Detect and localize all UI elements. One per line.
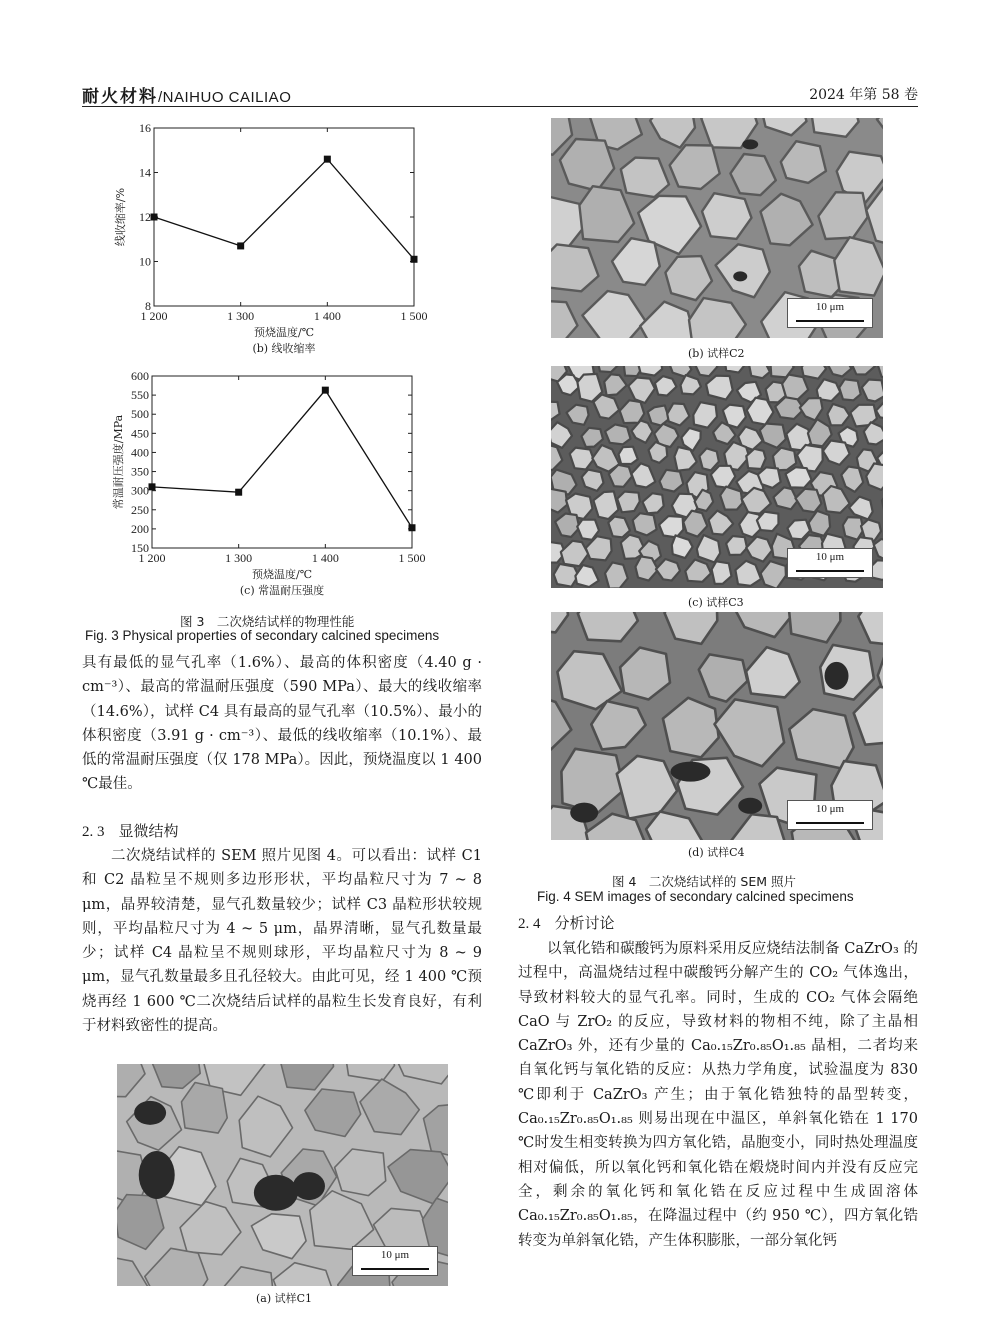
series-line bbox=[152, 390, 412, 528]
pore bbox=[254, 1175, 298, 1211]
y-tick-label: 600 bbox=[131, 369, 149, 383]
pore bbox=[134, 1101, 166, 1125]
x-tick-label: 1 500 bbox=[400, 309, 428, 323]
sem-caption-c2: (b) 试样C2 bbox=[688, 347, 745, 360]
fig4-caption-en: Fig. 4 SEM images of secondary calcined specimens bbox=[537, 889, 854, 904]
journal-title bbox=[82, 82, 291, 107]
sem-image-c1 bbox=[117, 1064, 448, 1286]
series-line bbox=[154, 159, 414, 259]
sem-caption-c3: (c) 试样C3 bbox=[688, 596, 744, 609]
data-point bbox=[409, 524, 416, 531]
x-tick-label: 1 400 bbox=[311, 551, 339, 565]
chart-compressive-strength bbox=[100, 366, 460, 606]
y-tick-label: 350 bbox=[131, 464, 149, 479]
left-paragraph-1 bbox=[82, 651, 482, 797]
sem-caption-c1: (a) 试样C1 bbox=[256, 1292, 313, 1305]
y-tick-label: 10 bbox=[139, 254, 151, 269]
plot-frame bbox=[152, 376, 412, 548]
grain bbox=[726, 536, 747, 555]
grain bbox=[758, 467, 781, 488]
scale-bar: 10 μm bbox=[787, 800, 873, 830]
y-tick-label: 500 bbox=[131, 407, 149, 422]
y-tick-label: 12 bbox=[139, 210, 151, 224]
y-tick-label: 16 bbox=[139, 121, 151, 135]
section-2-3-heading bbox=[82, 820, 179, 841]
data-point bbox=[149, 483, 156, 490]
x-axis-label: 预烧温度/℃ bbox=[251, 568, 313, 581]
pore bbox=[738, 798, 762, 814]
pore bbox=[139, 1151, 175, 1199]
x-tick-label: 1 200 bbox=[138, 551, 166, 565]
sem-image-c4 bbox=[551, 612, 883, 840]
volume-label: 2024 年第 58 卷 bbox=[809, 87, 918, 103]
scale-bar: 10 μm bbox=[787, 298, 873, 328]
grain bbox=[619, 447, 638, 464]
paragraph-discussion: 以氧化锆和碳酸钙为原料采用反应烧结法制备 CaZrO₃ 的过程中，高温烧结过程中碳酸钙分解产生的 CO₂ 气体逸出，导致材料较大的显气孔率。同时，生成的 CO₂ 气体会隔绝 CaO 与 ZrO₂ 的反应，导致材料的物相不纯，除了主晶相 CaZrO₃ 外，还有少量的 Ca₀.₁₅Zr₀.₈₅O₁.₈₅ 晶相，二者均来自氧化钙与氧化锆的反应：从热力学角度，试验温度为 830 ℃即利于 CaZrO₃ 产生；由于氧化锆独特的晶型转变，Ca₀.₁₅Zr₀.₈₅O₁.₈₅ 则易出现在中温区，单斜氧化锆在 1 170 ℃时发生相变转换为四方氧化锆，晶胞变小，同时热处理温度相对偏低，所以氧化钙和氧化锆在煅烧时间内并没有反应完全，剩余的氧化钙和氧化锆在反应过程中生成固溶体 Ca₀.₁₅Zr₀.₈₅O₁.₈₅，在降温过程中（约 950 ℃），四方氧化锆转变为单斜氧化锆，产生体积膨胀，一部分氧化钙 bbox=[518, 941, 918, 1249]
grain bbox=[648, 405, 670, 425]
scale-bar: 10 μm bbox=[787, 548, 873, 578]
grain bbox=[720, 487, 742, 510]
sem-image-c3 bbox=[551, 366, 883, 588]
x-tick-label: 1 300 bbox=[227, 309, 255, 323]
fig4-caption-cn: 图 4 二次烧结试样的 SEM 照片 bbox=[612, 874, 796, 889]
chart-subtitle: (b) 线收缩率 bbox=[252, 342, 316, 355]
sem-caption-c4: (d) 试样C4 bbox=[688, 846, 745, 859]
data-point bbox=[411, 256, 418, 263]
data-point bbox=[237, 242, 244, 249]
sem-image-c2 bbox=[551, 118, 883, 338]
x-axis-label: 预烧温度/℃ bbox=[253, 326, 315, 339]
y-axis-label: 线收缩率/% bbox=[114, 187, 127, 247]
grain bbox=[786, 467, 812, 488]
plot-frame bbox=[154, 128, 414, 306]
grain bbox=[839, 379, 861, 400]
pore bbox=[742, 139, 758, 149]
y-tick-label: 300 bbox=[131, 483, 149, 498]
section-title: 显微结构 bbox=[118, 822, 179, 840]
paragraph-results: 具有最低的显气孔率（1.6%）、最高的体积密度（4.40 g · cm⁻³）、最高的常温耐压强度（590 MPa）、最大的线收缩率（14.6%），试样 C4 具有最高的显气孔率（10.5%）、最小的体积密度（3.91 g · cm⁻³）、最低的线收缩率（10.1%）、最低的常温耐压强度（仅 178 MPa）。因此，预烧温度以 1 400 ℃最佳。 bbox=[82, 655, 482, 793]
y-tick-label: 200 bbox=[131, 521, 149, 536]
x-tick-label: 1 400 bbox=[313, 309, 341, 323]
data-point bbox=[322, 387, 329, 394]
pore bbox=[293, 1172, 325, 1200]
data-point bbox=[235, 489, 242, 496]
section-number: 2. 4 bbox=[518, 916, 541, 932]
x-tick-label: 1 300 bbox=[225, 551, 253, 565]
pore bbox=[570, 803, 598, 823]
y-tick-label: 8 bbox=[145, 299, 151, 313]
scale-bar: 10 μm bbox=[352, 1246, 438, 1276]
y-axis-label: 常温耐压强度/MPa bbox=[112, 414, 125, 510]
data-point bbox=[151, 214, 158, 221]
left-paragraph-2 bbox=[82, 844, 482, 1038]
journal-name-en: /NAIHUO CAILIAO bbox=[158, 89, 292, 106]
y-tick-label: 550 bbox=[131, 388, 149, 403]
y-tick-label: 250 bbox=[131, 502, 149, 517]
y-tick-label: 400 bbox=[131, 445, 149, 460]
pore bbox=[825, 662, 849, 690]
pore bbox=[733, 271, 747, 281]
right-paragraph bbox=[518, 937, 918, 1253]
chart-linear-shrinkage bbox=[100, 118, 460, 370]
grain bbox=[773, 448, 796, 471]
y-tick-label: 150 bbox=[131, 541, 149, 555]
fig3-caption-cn: 图 3 二次烧结试样的物理性能 bbox=[180, 614, 355, 629]
grain bbox=[621, 158, 669, 198]
section-number: 2. 3 bbox=[82, 824, 105, 840]
paragraph-microstructure: 二次烧结试样的 SEM 照片见图 4。可以看出：试样 C1 和 C2 晶粒呈不规则多边形形状，平均晶粒尺寸为 7 ~ 8 μm，晶界较清楚，显气孔数量较少；试样 C3 晶粒形状较规则，平均晶粒尺寸为 4 ~ 5 μm，晶界清晰，显气孔数量最少；试样 C4 晶粒呈不规则球形，平均晶粒尺寸为 8 ~ 9 μm，显气孔数量最多且孔径较大。由此可见，经 1 400 ℃预烧再经 1 600 ℃二次烧结后试样的晶粒生长发育良好，有利于材料致密性的提高。 bbox=[82, 848, 482, 1035]
grain bbox=[633, 513, 657, 535]
pore bbox=[670, 762, 710, 782]
data-point bbox=[324, 156, 331, 163]
x-tick-label: 1 200 bbox=[140, 309, 168, 323]
header-rule bbox=[82, 106, 918, 107]
y-tick-label: 14 bbox=[139, 165, 151, 180]
section-2-4-heading bbox=[518, 912, 615, 933]
fig3-caption-en: Fig. 3 Physical properties of secondary calcined specimens bbox=[85, 628, 440, 643]
section-title: 分析讨论 bbox=[554, 914, 615, 932]
chart-subtitle: (c) 常温耐压强度 bbox=[239, 584, 325, 597]
y-tick-label: 450 bbox=[131, 426, 149, 441]
x-tick-label: 1 500 bbox=[398, 551, 426, 565]
grain bbox=[617, 492, 640, 513]
journal-name-cn: 耐火材料 bbox=[82, 87, 158, 107]
